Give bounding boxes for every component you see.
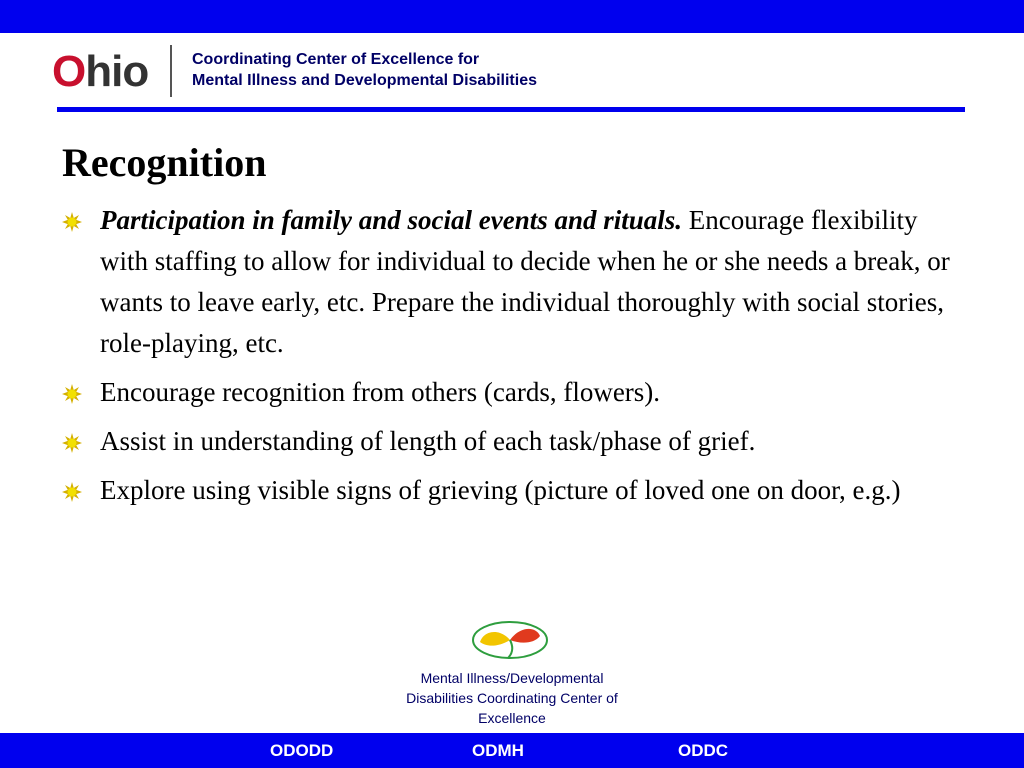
- caption-line2: Disabilities Coordinating Center of: [406, 690, 618, 706]
- bullet-text: Assist in understanding of length of each task/phase of grief.: [100, 426, 756, 456]
- bullet-item: [62, 470, 962, 511]
- bullet-text: Encourage recognition from others (cards, flowers).: [100, 377, 661, 407]
- bullet-text: Explore using visible signs of grieving (picture of loved one on door, e.g.): [100, 475, 901, 505]
- footer-item-odmh: ODMH: [472, 741, 524, 760]
- bullet-item: [62, 421, 962, 462]
- bullet-item: [62, 200, 962, 364]
- header-title-line2: Mental Illness and Developmental Disabilities: [192, 72, 537, 89]
- sunburst-bullet-icon: [62, 433, 82, 453]
- ohio-logo: [52, 47, 148, 97]
- bullet-text: Encourage flexibility with staffing to allow for individual to decide when he or she needs a break, or wants to leave early, etc. Prepare the individual thoroughly with social stories, role-playing, etc.: [100, 205, 950, 358]
- ohio-logo-text: Ohio: [52, 47, 149, 96]
- footer-bar: [0, 733, 1024, 768]
- bullet-item: [62, 372, 962, 413]
- caption-line1: Mental Illness/Developmental: [420, 670, 604, 686]
- footer-item-oddc: ODDC: [678, 741, 729, 760]
- sunburst-bullet-icon: [62, 384, 82, 404]
- header-title-line1: Coordinating Center of Excellence for: [192, 51, 480, 68]
- sunburst-bullet-icon: [62, 482, 82, 502]
- slide-title: Recognition: [62, 140, 267, 185]
- header: [0, 33, 1024, 108]
- top-blue-bar: [0, 0, 1024, 33]
- ccoe-leaf-logo-icon: [470, 618, 550, 662]
- bullet-lead: Participation in family and social events and rituals.: [100, 205, 683, 235]
- header-rule: [57, 107, 965, 112]
- bullet-list: [62, 200, 962, 519]
- footer-item-ododd: ODODD: [270, 741, 334, 760]
- header-title: [192, 49, 537, 91]
- sunburst-bullet-icon: [62, 212, 82, 232]
- caption-line3: Excellence: [478, 710, 546, 726]
- header-divider: [170, 45, 172, 97]
- center-logo-caption: [362, 668, 662, 728]
